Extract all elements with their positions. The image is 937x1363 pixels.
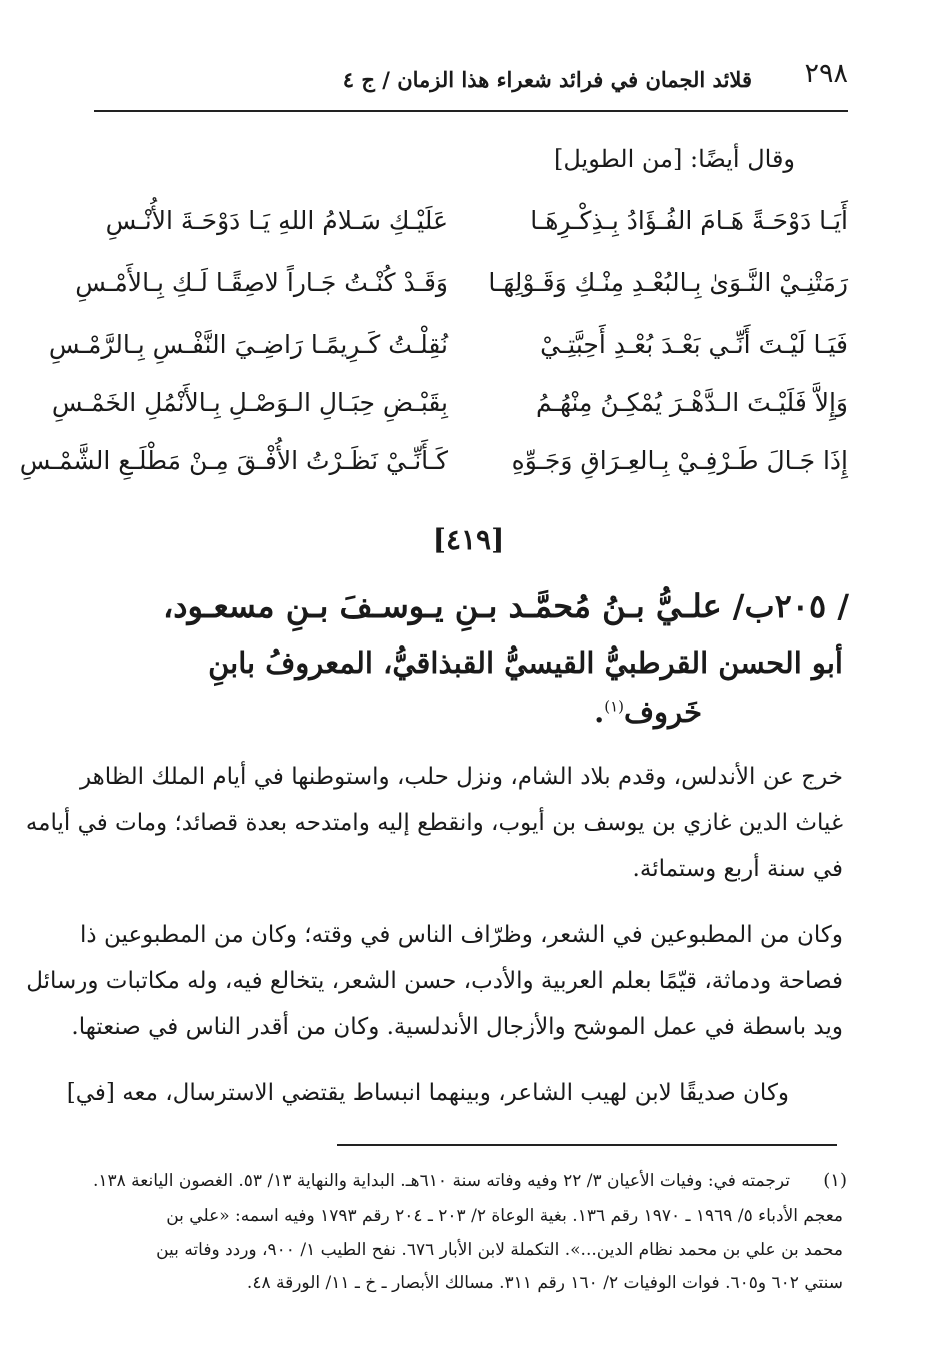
footnote-line: معجم الأدباء ٥/ ١٩٦٩ ـ ١٩٧٠ رقم ١٣٦. بغية الوعاة ٢/ ٢٠٣ ـ ٢٠٤ رقم ١٧٩٣ وفيه اسمه: «علي بن <box>166 1206 843 1226</box>
entry-title-name: خَروف <box>624 695 702 729</box>
entry-title-line <box>594 690 702 734</box>
paragraph-line: وكان صديقًا لابن لهيب الشاعر، وبينهما انبساط يقتضي الاسترسال، معه [في] <box>66 1080 789 1106</box>
paragraph-line: خرج عن الأندلس، وقدم بلاد الشام، ونزل حلب، واستوطنها في أيام الملك الظاهر <box>79 764 843 790</box>
verse-second-hemistich: نُقِلْـتُ كَـرِيمًـا رَاضِـيَ النَّفْـسِ بِـالرَّمْـسِ <box>48 330 448 359</box>
verse-line <box>51 380 848 428</box>
poem-intro: وقال أيضًا: [من الطويل] <box>553 145 795 173</box>
entry-title-line: أبو الحسن القرطبيُّ القيسيُّ القبذاقيُّ، المعروفُ بابنِ <box>208 646 843 680</box>
verse-first-hemistich: أَيَـا دَوْحَـةً هَـامَ الفُـؤَادُ بِـذِكْـرِهَـا <box>530 206 848 235</box>
verse-line <box>75 260 848 308</box>
entry-number: [٤١٩] <box>432 523 505 556</box>
footnote-rule <box>337 1144 837 1146</box>
verse-line <box>19 438 848 486</box>
paragraph-line: وكان من المطبوعين في الشعر، وظرّاف الناس في وقته؛ وكان من المطبوعين ذا <box>80 922 843 948</box>
page-number: ٢٩٨ <box>804 58 848 89</box>
verse-first-hemistich: رَمَتْنِـيْ النَّـوَىٰ بِـالبُعْـدِ مِنْـكِ وَقَـوْلِهَـا <box>488 268 848 297</box>
verse-first-hemistich: وَإِلاَّ فَلَيْـتَ الـدَّهْـرَ يُمْكِـنُ مِنْهُـمُ <box>535 388 848 417</box>
footnote-line: ترجمته في: وفيات الأعيان ٣/ ٢٢ وفيه وفاته سنة ٦١٠هـ. البداية والنهاية ١٣/ ٥٣. الغصون اليانعة ١٣٨. <box>92 1171 790 1191</box>
verse-second-hemistich: بِقَبْـضِ حِبَـالِ الـوَصْـلِ بِـالأَنْمُلِ الخَمْـسِ <box>51 388 448 417</box>
verse-first-hemistich: فَيَـا لَيْـتَ أَنِّـي بَعْـدَ بُعْـدِ أَحِبَّتِـيْ <box>540 330 848 359</box>
verse-first-hemistich: إِذَا جَـالَ طَـرْفِـيْ بِـالعِـرَاقِ وَجَـوِّهِ <box>511 446 848 475</box>
footnote-line: سنتي ٦٠٢ و٦٠٥. فوات الوفيات ٢/ ١٦٠ رقم ٣١١. مسالك الأبصار ـ خ ـ ١١/ الورقة ٤٨. <box>246 1273 843 1293</box>
verse-second-hemistich: كَـأَنِّـيْ نَظَـرْتُ الأُفْـقَ مِـنْ مَطْلَـعِ الشَّمْـسِ <box>19 446 448 475</box>
verse-line <box>48 322 848 370</box>
page-header <box>94 58 848 98</box>
paragraph-line: ويد باسطة في عمل الموشح والأزجال الأندلسية. وكان من أقدر الناس في صنعتها. <box>71 1014 843 1040</box>
running-title: قلائد الجمان في فرائد شعراء هذا الزمان / ج ٤ <box>342 67 752 92</box>
paragraph-line: غياث الدين غازي بن يوسف بن أيوب، وانقطع إليه وامتدحه بعدة قصائد؛ ومات في أيامه <box>25 810 843 836</box>
verse-line <box>94 198 848 246</box>
entry-title-period: . <box>594 695 605 729</box>
verse-second-hemistich: عَلَيْـكِ سَـلامُ اللهِ يَـا دَوْحَـةَ الأُنْـسِ <box>105 206 448 235</box>
verse-second-hemistich: وَقَـدْ كُنْـتُ جَـاراً لاصِقًـا لَـكِ بِـالأَمْـسِ <box>75 268 448 297</box>
paragraph-line: فصاحة ودماثة، قيّمًا بعلم العربية والأدب، حسن الشعر، يتخالع فيه، وله مكاتبات ورسائل <box>26 968 843 994</box>
header-rule <box>94 110 848 112</box>
footnote-line: محمد بن علي بن محمد نظام الدين...». التكملة لابن الأبار ٦٧٦. نفح الطيب ١/ ٩٠٠، وردد وفاته بين <box>156 1240 843 1260</box>
entry-title-line: / ٢٠٥ب/ علـيُّ بـنُ مُحمَّـد بـنِ يـوسـفَ بـنِ مسعـود، <box>162 587 849 625</box>
footnote-marker: (١) <box>823 1170 847 1191</box>
footnote-reference[interactable]: (١) <box>604 697 624 716</box>
paragraph-line: في سنة أربع وستمائة. <box>632 856 843 882</box>
